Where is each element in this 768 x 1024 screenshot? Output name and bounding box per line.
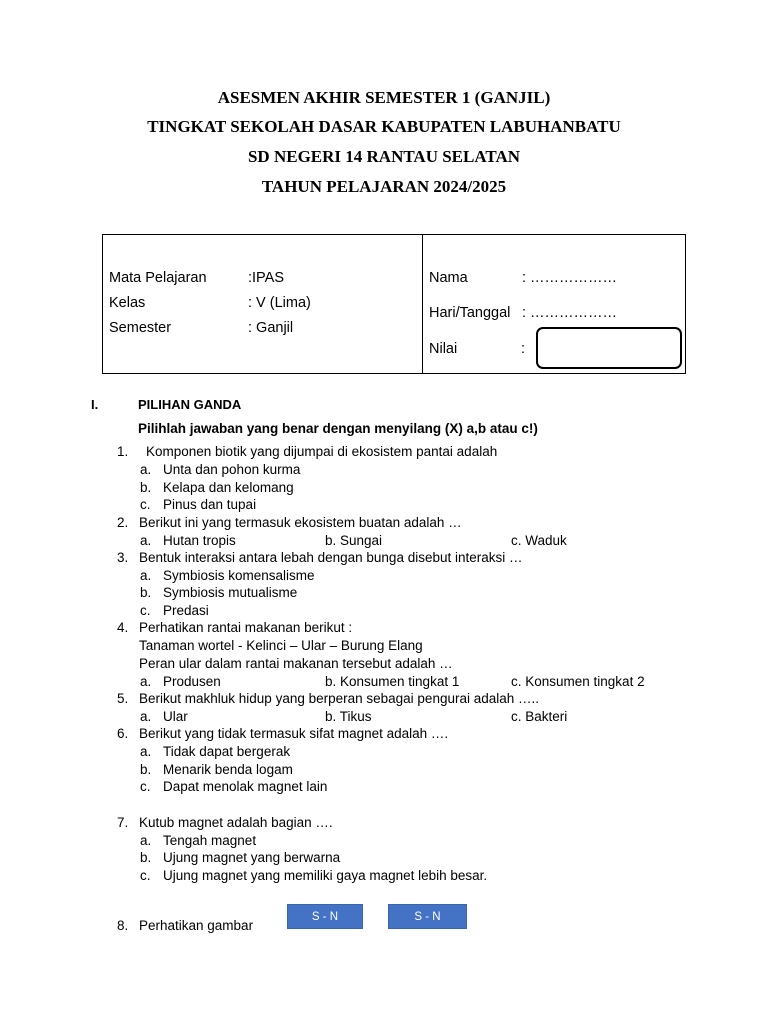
q6-option-b[interactable]: Menarik benda logam [163,762,293,777]
q4-option-a[interactable]: Produsen [163,674,221,689]
semester-value: : Ganjil [248,320,294,336]
q3-option-b[interactable]: Symbiosis mutualisme [163,585,298,600]
q8-text: Perhatikan gambar [139,918,254,933]
header-line-1: ASESMEN AKHIR SEMESTER 1 (GANJIL) [217,88,551,107]
q6-option-a[interactable]: Tidak dapat bergerak [163,744,291,759]
q6-letter-c: c. [140,779,151,794]
q7-letter-a: a. [140,833,152,848]
q5-option-b[interactable]: b. Tikus [325,709,372,724]
nama-value: : ……………… [522,270,618,286]
q4-option-b[interactable]: b. Konsumen tingkat 1 [325,674,460,689]
q2-text: Berikut ini yang termasuk ekosistem buatan adalah … [139,515,462,530]
q5-number: 5. [117,691,129,706]
q7-option-a[interactable]: Tengah magnet [163,833,257,848]
q4-food-chain: Tanaman wortel - Kelinci – Ular – Burung Elang [139,638,423,653]
q1-text: Komponen biotik yang dijumpai di ekosistem pantai adalah [146,444,498,459]
q1-option-a[interactable]: Unta dan pohon kurma [163,462,301,477]
q3-text: Bentuk interaksi antara lebah dengan bunga disebut interaksi … [139,550,523,565]
q2-option-c[interactable]: c. Waduk [511,533,567,548]
kelas-label: Kelas [109,295,146,311]
q6-letter-b: b. [140,762,152,777]
q3-number: 3. [117,550,129,565]
q6-letter-a: a. [140,744,152,759]
q3-letter-a: a. [140,568,152,583]
q2-number: 2. [117,515,129,530]
q6-option-c[interactable]: Dapat menolak magnet lain [163,779,328,794]
section-title: PILIHAN GANDA [138,397,242,412]
section-number: I. [91,397,99,412]
header-line-4: TAHUN PELAJARAN 2024/2025 [261,177,507,196]
q4-text: Perhatikan rantai makanan berikut : [139,620,353,635]
q3-option-a[interactable]: Symbiosis komensalisme [163,568,315,583]
semester-label: Semester [109,320,172,336]
q1-option-b[interactable]: Kelapa dan kelomang [163,480,294,495]
mapel-label: Mata Pelajaran [109,270,207,286]
magnet-1: S - N [287,904,363,929]
q1-option-c[interactable]: Pinus dan tupai [163,497,257,512]
q7-text: Kutub magnet adalah bagian …. [139,815,333,830]
nilai-score-box[interactable] [536,327,682,369]
info-box-divider [422,235,423,373]
nilai-label: Nilai [429,341,458,357]
hari-label: Hari/Tanggal [429,305,511,321]
hari-value: : ……………… [522,305,618,321]
nama-label: Nama [429,270,468,286]
q3-option-c[interactable]: Predasi [163,603,209,618]
q5-letter-a: a. [140,709,152,724]
q1-number: 1. [117,444,129,459]
q4-number: 4. [117,620,129,635]
q7-letter-b: b. [140,850,152,865]
q3-letter-c: c. [140,603,151,618]
q5-option-a[interactable]: Ular [163,709,188,724]
q3-letter-b: b. [140,585,152,600]
q7-letter-c: c. [140,868,151,883]
q5-option-c[interactable]: c. Bakteri [511,709,568,724]
q6-text: Berikut yang tidak termasuk sifat magnet adalah …. [139,726,449,741]
nilai-colon: : [521,341,526,357]
header-line-2: TINGKAT SEKOLAH DASAR KABUPATEN LABUHANBATU [147,117,621,136]
q7-number: 7. [117,815,129,830]
q2-option-b[interactable]: b. Sungai [325,533,383,548]
kelas-value: : V (Lima) [248,295,311,311]
section-instruction: Pilihlah jawaban yang benar dengan menyilang (X) a,b atau c!) [138,421,538,436]
mapel-value: :IPAS [248,270,284,286]
q4-question: Peran ular dalam rantai makanan tersebut adalah … [139,656,453,671]
q6-number: 6. [117,726,129,741]
q7-option-b[interactable]: Ujung magnet yang berwarna [163,850,341,865]
q8-number: 8. [117,918,129,933]
q7-option-c[interactable]: Ujung magnet yang memiliki gaya magnet lebih besar. [163,868,488,883]
q1-letter-b: b. [140,480,152,495]
header-line-3: SD NEGERI 14 RANTAU SELATAN [247,147,521,166]
q2-letter-a: a. [140,533,152,548]
q4-letter-a: a. [140,674,152,689]
q1-letter-a: a. [140,462,152,477]
magnet-2: S - N [388,904,467,929]
q1-letter-c: c. [140,497,151,512]
q5-text: Berikut makhluk hidup yang berperan sebagai pengurai adalah ….. [139,691,540,706]
q4-option-c[interactable]: c. Konsumen tingkat 2 [511,674,645,689]
q2-option-a[interactable]: Hutan tropis [163,533,236,548]
